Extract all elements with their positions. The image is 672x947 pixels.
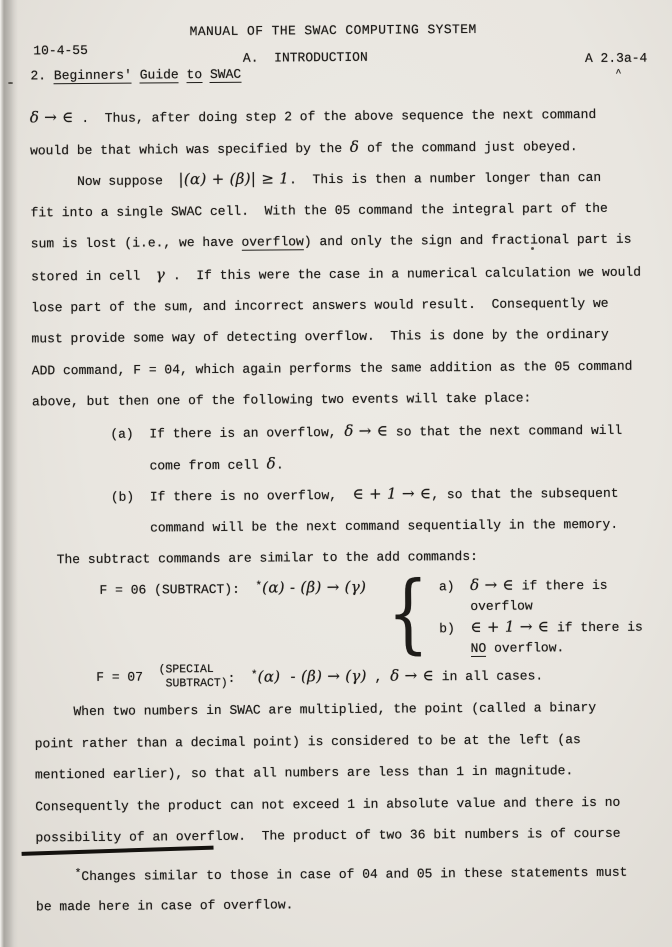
text-segment: :: [227, 670, 252, 686]
text-line: [35, 755, 660, 792]
text-segment: (α) - (β) → (γ): [257, 666, 367, 686]
text-segment: possibility of an overflow. The product of two 36 bit numbers is of course: [35, 826, 621, 846]
text-segment: mentioned earlier), so that all numbers are less than 1 in magnitude.: [34, 763, 574, 783]
text-segment: a): [438, 578, 471, 595]
section-heading: A. INTRODUCTION: [242, 49, 368, 66]
formula-subtract-06: [99, 563, 659, 664]
text-segment: F = 07: [96, 669, 159, 686]
stack-top: (SPECIAL: [158, 663, 214, 677]
stray-mark: ^: [615, 68, 622, 80]
text-segment: must provide some way of detecting overflow. This is done by the ordinary: [31, 327, 609, 347]
text-segment: Guide: [139, 67, 179, 83]
text-segment: overflow: [241, 234, 304, 251]
case-line: [439, 574, 643, 597]
text-segment: ∈ + 1 → ∈: [470, 617, 550, 636]
case-line: [439, 616, 643, 639]
text-segment: ADD command, F = 04, which again performs the same addition as the 05 command: [31, 358, 633, 379]
text-line: [35, 723, 660, 760]
text-segment: . This is then a number longer than can: [289, 170, 602, 188]
text-line: [30, 192, 655, 229]
text-segment: fit into a single SWAC cell. With the 05 command the integral part of the: [30, 200, 608, 221]
text-segment: NO: [470, 640, 487, 656]
date-code: 10-4-55: [33, 42, 88, 59]
page-reference: A 2.3a-4: [584, 50, 648, 67]
text-segment: Beginners': [53, 67, 132, 84]
text-line: [32, 413, 657, 450]
text-line: [31, 319, 656, 356]
text-segment: . If this were the case in a numerical calculation we would: [165, 264, 642, 284]
text-segment: Consequently the product can not exceed 1 in absolute value and there is no: [35, 794, 621, 815]
formula-special-subtract-07: [96, 655, 659, 695]
text-line: [30, 161, 655, 198]
text-line: [31, 224, 656, 261]
text-segment: to: [186, 67, 203, 83]
text-segment: 2.: [30, 68, 54, 84]
text-segment: sum is lost (i.e., we have: [30, 235, 242, 252]
text-line: [31, 287, 656, 324]
text-segment: lose part of the sum, and incorrect answers would result. Consequently we: [31, 295, 609, 315]
text-line: [32, 382, 657, 419]
text-segment: *: [250, 669, 258, 682]
text-segment: ,: [366, 669, 391, 685]
formula-f07-expression: [228, 665, 544, 685]
text-segment: (a) If there is an overflow,: [32, 424, 345, 443]
formula-f07-prefix: [96, 670, 159, 685]
text-segment: (b) If there is no overflow,: [32, 487, 353, 506]
text-segment: Changes similar to those in case of 04 and 05 in these statements must: [81, 864, 628, 885]
text-segment: |(α) + (β)| ≥ 1: [178, 169, 290, 189]
text-segment: δ: [349, 137, 360, 156]
text-segment: overflow.: [486, 640, 565, 656]
text-segment: When two numbers in SWAC are multiplied, the point (called a binary: [34, 699, 597, 720]
text-segment: ∈ + 1 → ∈: [352, 484, 432, 503]
text-segment: δ → ∈: [344, 421, 389, 440]
brace-symbol: {: [386, 563, 429, 664]
text-segment: SWAC: [209, 66, 242, 82]
text-segment: Now suppose: [30, 173, 179, 190]
text-line: [30, 97, 655, 134]
text-line: [33, 477, 658, 514]
text-segment: overflow: [439, 598, 533, 615]
text-segment: in all cases.: [433, 668, 544, 685]
text-line: [30, 129, 655, 166]
text-segment: δ → ∈: [29, 108, 74, 127]
text-line: [33, 540, 658, 577]
text-segment: (α) - (β) → (γ): [262, 577, 367, 597]
subsection-heading: [30, 67, 241, 84]
text-segment: if there is: [549, 619, 643, 636]
text-segment: come from cell: [32, 457, 267, 474]
case-line: [439, 637, 643, 660]
footnote-line: [36, 890, 294, 922]
text-segment: if there is: [513, 577, 608, 594]
text-line: [31, 255, 656, 292]
text-segment: [179, 67, 187, 82]
formula-f07-label-stack: [159, 663, 228, 691]
text-segment: stored in cell: [30, 268, 156, 285]
text-segment: command will be the next command sequentially in the memory.: [32, 516, 619, 537]
text-segment: . Thus, after doing step 2 of the above sequence the next command: [73, 106, 597, 127]
text-segment: δ → ∈: [470, 575, 514, 594]
text-line: [32, 445, 657, 482]
formula-f06-cases: [439, 572, 643, 660]
text-segment: γ: [155, 265, 166, 284]
text-line: [35, 786, 660, 823]
text-segment: be made here in case of overflow.: [35, 897, 294, 915]
text-line: [34, 691, 659, 728]
text-segment: ) and only the sign and fractional part is: [303, 232, 632, 250]
text-segment: [36, 869, 75, 884]
text-segment: *: [255, 580, 263, 593]
text-line: [33, 508, 658, 545]
footnote-line: [36, 858, 628, 894]
stack-bottom: SUBTRACT): [158, 676, 228, 691]
text-line: [32, 350, 657, 387]
text-segment: δ → ∈: [390, 666, 435, 685]
case-line: [439, 595, 643, 618]
text-segment: so that the next command will: [388, 422, 623, 440]
manual-title: MANUAL OF THE SWAC COMPUTING SYSTEM: [189, 21, 477, 40]
text-segment: of the command just obeyed.: [359, 138, 578, 156]
text-segment: The subtract commands are similar to the add commands:: [33, 549, 478, 568]
text-segment: above, but then one of the following two events will take place:: [31, 390, 532, 410]
text-segment: δ: [266, 454, 276, 473]
text-segment: *: [74, 868, 82, 881]
text-segment: b): [439, 620, 471, 637]
text-segment: .: [275, 456, 284, 473]
text-segment: would be that which was specified by the: [29, 140, 350, 158]
text-segment: F = 06 (SUBTRACT):: [99, 581, 256, 598]
text-segment: [439, 641, 470, 656]
text-segment: point rather than a decimal point) is considered to be at the left (as: [34, 731, 581, 751]
formula-f06-expression: [99, 574, 366, 598]
text-segment: , so that the subsequent: [431, 485, 619, 503]
body-text: [30, 97, 661, 854]
